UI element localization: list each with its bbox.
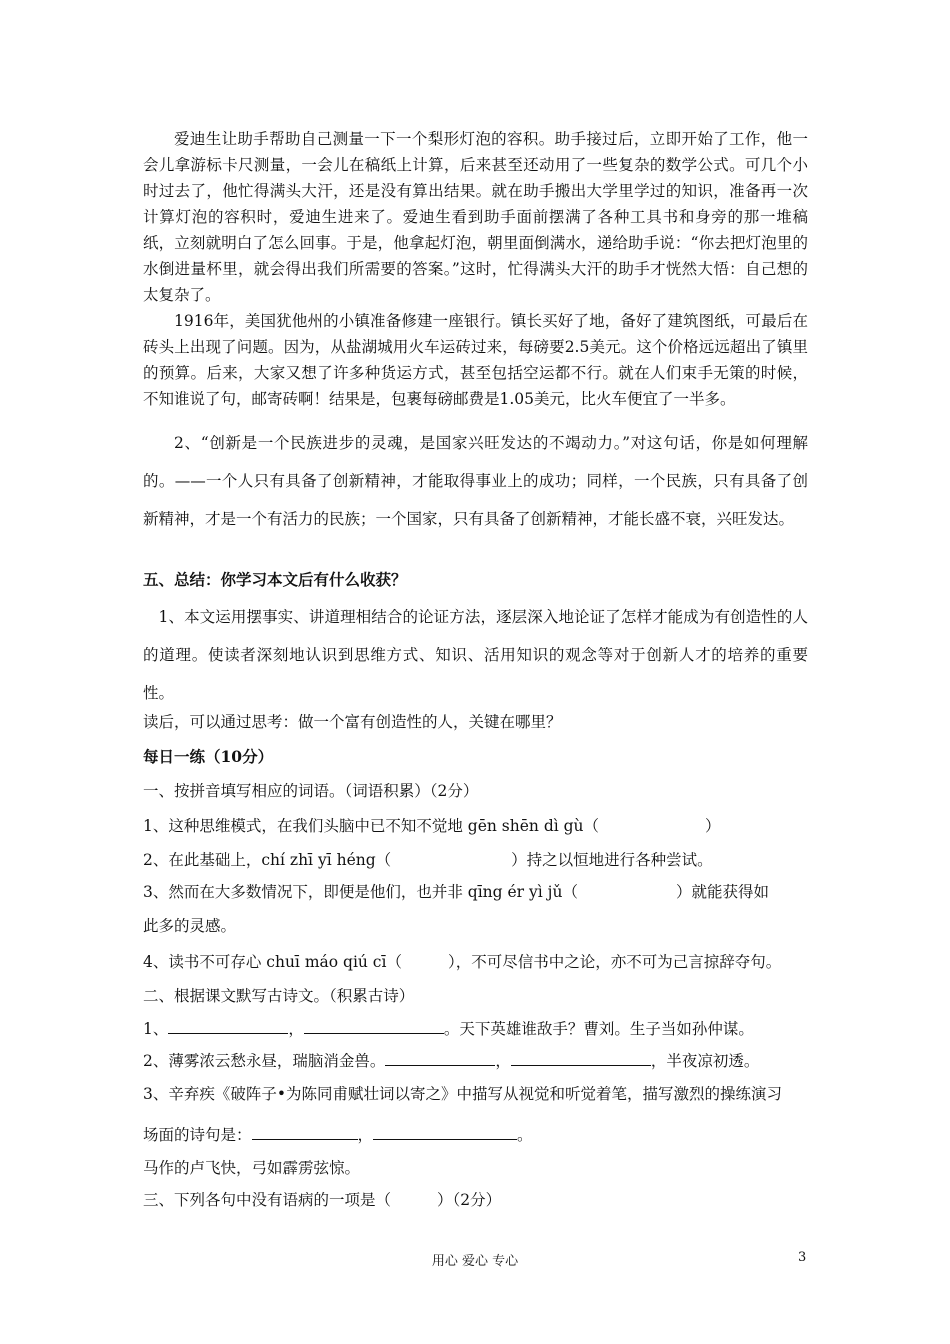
- poem-item-3-sep: ，: [357, 1126, 374, 1144]
- pinyin-item-3: [143, 880, 823, 902]
- question-2: [143, 424, 808, 538]
- section-2-title: 二、根据课文默写古诗文。（积累古诗）: [143, 987, 415, 1005]
- poem-item-2-sep: ，: [495, 1052, 511, 1070]
- pinyin-item-1: [143, 814, 823, 836]
- poem-item-2-text: 2、薄雾浓云愁永昼，瑞脑消金兽。: [143, 1052, 386, 1070]
- pinyin-item-4: [143, 950, 823, 972]
- poem-item-1-sep: ，: [288, 1020, 304, 1038]
- poem-blank-1a[interactable]: [168, 1019, 288, 1034]
- section-3-title: [143, 1188, 823, 1210]
- pinyin-item-1-close: ）: [705, 817, 721, 835]
- page-number: 3: [798, 1250, 807, 1265]
- pinyin-item-4-rest: ），不可尽信书中之论，亦不可为己言掠辞夺句。: [447, 953, 782, 971]
- pinyin-item-2-rest: ）持之以恒地进行各种尝试。: [511, 851, 713, 869]
- pinyin-item-3-rest: ）就能获得如: [675, 883, 769, 901]
- question-2-text: 2、“创新是一个民族进步的灵魂，是国家兴旺发达的不竭动力。”对这句话，你是如何理解的。——一个人只有具备了创新精神，才能取得事业上的成功；同样，一个民族，只有具备了创新精神，才是一个有活力的民族；一个国家，只有具备了创新精神，才能长盛不衰，兴旺发达。: [143, 434, 808, 528]
- story-paragraphs: [143, 126, 808, 412]
- poem-item-1: [143, 1017, 823, 1039]
- pinyin-item-3-continued: 此多的灵感。: [143, 917, 237, 935]
- pinyin-item-4-prompt: 4、读书不可存心 chuī máo qiú cī（: [143, 953, 402, 971]
- page-footer: 用心 爱心 专心: [431, 1254, 519, 1269]
- pinyin-item-2-prompt: 2、在此基础上，chí zhī yī héng（: [143, 851, 392, 869]
- poem-item-2: [143, 1049, 823, 1071]
- summary-point-1: [143, 598, 808, 712]
- poem-blank-3a[interactable]: [252, 1125, 358, 1140]
- daily-practice-heading: 每日一练（10分）: [143, 747, 274, 766]
- poem-item-3-end: 。: [517, 1126, 533, 1144]
- poem-blank-2a[interactable]: [385, 1051, 495, 1066]
- summary-heading: 五、总结：你学习本文后有什么收获？: [143, 570, 407, 589]
- poem-blank-3b[interactable]: [373, 1125, 517, 1140]
- section-1-title: 一、按拼音填写相应的词语。（词语积累）（2分）: [143, 782, 479, 800]
- pinyin-item-2: [143, 848, 823, 870]
- poem-item-2-rest: ，半夜凉初透。: [650, 1052, 760, 1070]
- poem-answer: 马作的卢飞快，弓如霹雳弦惊。: [143, 1159, 361, 1177]
- reflection-question: 读后，可以通过思考：做一个富有创造性的人，关键在哪里？: [143, 713, 562, 731]
- poem-blank-1b[interactable]: [304, 1019, 444, 1034]
- poem-item-3-continued: [143, 1123, 823, 1145]
- poem-item-1-rest: 。天下英雄谁敌手？曹刘。生子当如孙仲谋。: [443, 1020, 754, 1038]
- edison-story: 爱迪生让助手帮助自己测量一下一个梨形灯泡的容积。助手接过后，立即开始了工作，他一会儿拿游标卡尺测量，一会儿在稿纸上计算，后来甚至还动用了一些复杂的数学公式。可几个小时过去了，他忙得满头大汗，还是没有算出结果。就在助手搬出大学里学过的知识，准备再一次计算灯泡的容积时，爱迪生进来了。爱迪生看到助手面前摆满了各种工具书和身旁的那一堆稿纸，立刻就明白了怎么回事。于是，他拿起灯泡，朝里面倒满水，递给助手说：“你去把灯泡里的水倒进量杯里，就会得出我们所需要的答案。”这时，忙得满头大汗的助手才恍然大悟：自己想的太复杂了。: [143, 130, 808, 304]
- pinyin-item-3-prompt: 3、然而在大多数情况下，即便是他们，也并非 qīng ér yì jǔ（: [143, 883, 578, 901]
- poem-blank-2b[interactable]: [511, 1051, 651, 1066]
- bank-story: 1916年，美国犹他州的小镇准备修建一座银行。镇长买好了地，备好了建筑图纸，可最后在砖头上出现了问题。因为，从盐湖城用火车运砖过来，每磅要2.5美元。这个价格远远超出了镇里的预算。后来，大家又想了许多种货运方式，甚至包括空运都不行。就在人们束手无策的时候，不知谁说了句，邮寄砖啊！结果是，包裹每磅邮费是1.05美元，比火车便宜了一半多。: [143, 312, 808, 408]
- section-3-title-text: 三、下列各句中没有语病的一项是（: [143, 1191, 392, 1209]
- pinyin-item-1-prompt: 1、这种思维模式，在我们头脑中已不知不觉地 gēn shēn dì gù（: [143, 817, 600, 835]
- poem-item-1-label: 1、: [143, 1020, 169, 1038]
- poem-item-3: 3、辛弃疾《破阵子•为陈同甫赋壮词以寄之》中描写从视觉和听觉着笔，描写激烈的操练演习: [143, 1085, 783, 1103]
- summary-point-1-text: 1、本文运用摆事实、讲道理相结合的论证方法，逐层深入地论证了怎样才能成为有创造性的人的道理。使读者深刻地认识到思维方式、知识、活用知识的观念等对于创新人才的培养的重要性。: [143, 608, 808, 702]
- section-3-points: ）（2分）: [437, 1191, 502, 1209]
- poem-item-3-prompt: 场面的诗句是：: [143, 1126, 252, 1144]
